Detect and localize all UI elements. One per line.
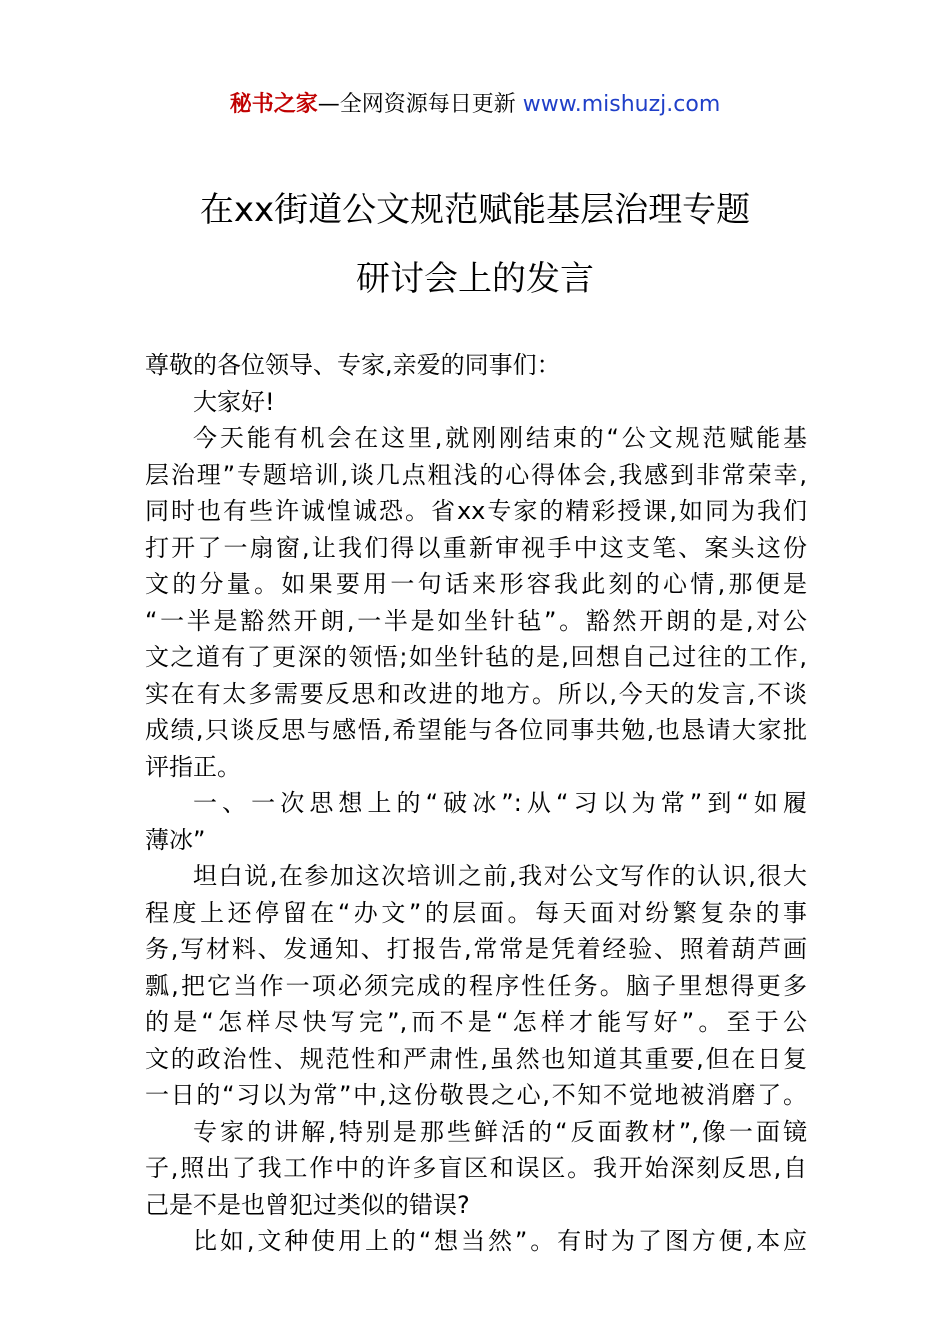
paragraph-line: 子,照出了我工作中的许多盲区和误区。我开始深刻反思,自: [145, 1154, 807, 1182]
document-title-line-1: 在xx街道公文规范赋能基层治理专题: [199, 190, 751, 230]
paragraph-line: 瓢,把它当作一项必须完成的程序性任务。脑子里想得更多: [145, 971, 807, 1000]
paragraph-line: 文的政治性、规范性和严肃性,虽然也知道其重要,但在日复: [145, 1044, 807, 1073]
paragraph-line: 务,写材料、发通知、打报告,常常是凭着经验、照着葫芦画: [145, 935, 807, 963]
paragraph-line: 专家的讲解,特别是那些鲜活的“反面教材”,像一面镜: [193, 1117, 807, 1146]
paragraph-line: 打开了一扇窗,让我们得以重新审视手中这支笔、案头这份: [145, 533, 807, 562]
paragraph-line: 一日的“习以为常”中,这份敬畏之心,不知不觉地被消磨了。: [145, 1081, 807, 1109]
paragraph-line: 今天能有机会在这里,就刚刚结束的“公文规范赋能基: [193, 424, 807, 452]
greeting-line: 大家好!: [193, 387, 275, 416]
paragraph-line: 同时也有些许诚惶诚恐。省xx专家的精彩授课,如同为我们: [145, 497, 807, 525]
paragraph-line: 的是“怎样尽快写完”,而不是“怎样才能写好”。至于公: [145, 1008, 807, 1036]
salutation-line: 尊敬的各位领导、专家,亲爱的同事们：: [145, 351, 561, 379]
paragraph-line: 己是不是也曾犯过类似的错误?: [145, 1190, 470, 1219]
site-url-link[interactable]: www.mishuzj.com: [522, 92, 721, 117]
brand-name: 秘书之家: [229, 92, 318, 117]
section-heading-line: 薄冰”: [145, 825, 206, 854]
paragraph-line: 文的分量。如果要用一句话来形容我此刻的心情,那便是: [145, 570, 807, 598]
paragraph-line: 实在有太多需要反思和改进的地方。所以,今天的发言,不谈: [145, 679, 807, 708]
paragraph-line: 层治理”专题培训,谈几点粗浅的心得体会,我感到非常荣幸,: [145, 460, 807, 489]
header-slogan: —全网资源每日更新: [317, 92, 523, 117]
document-body: [145, 347, 807, 1260]
paragraph-line: 比如,文种使用上的“想当然”。有时为了图方便,本应: [193, 1227, 807, 1255]
document-title-line-2: 研讨会上的发言: [356, 259, 594, 299]
paragraph-line: “一半是豁然开朗,一半是如坐针毡”。豁然开朗的是,对公: [145, 606, 807, 635]
section-heading-line: 一、一次思想上的“破冰”:从“习以为常”到“如履: [193, 789, 807, 817]
paragraph-line: 成绩,只谈反思与感悟,希望能与各位同事共勉,也恳请大家批: [145, 716, 807, 744]
paragraph-line: 坦白说,在参加这次培训之前,我对公文写作的认识,很大: [193, 862, 807, 890]
paragraph-line: 程度上还停留在“办文”的层面。每天面对纷繁复杂的事: [145, 898, 807, 927]
site-header: [0, 90, 950, 120]
paragraph-line: 评指正。: [145, 752, 241, 781]
paragraph-line: 文之道有了更深的领悟;如坐针毡的是,回想自己过往的工作,: [145, 643, 807, 671]
